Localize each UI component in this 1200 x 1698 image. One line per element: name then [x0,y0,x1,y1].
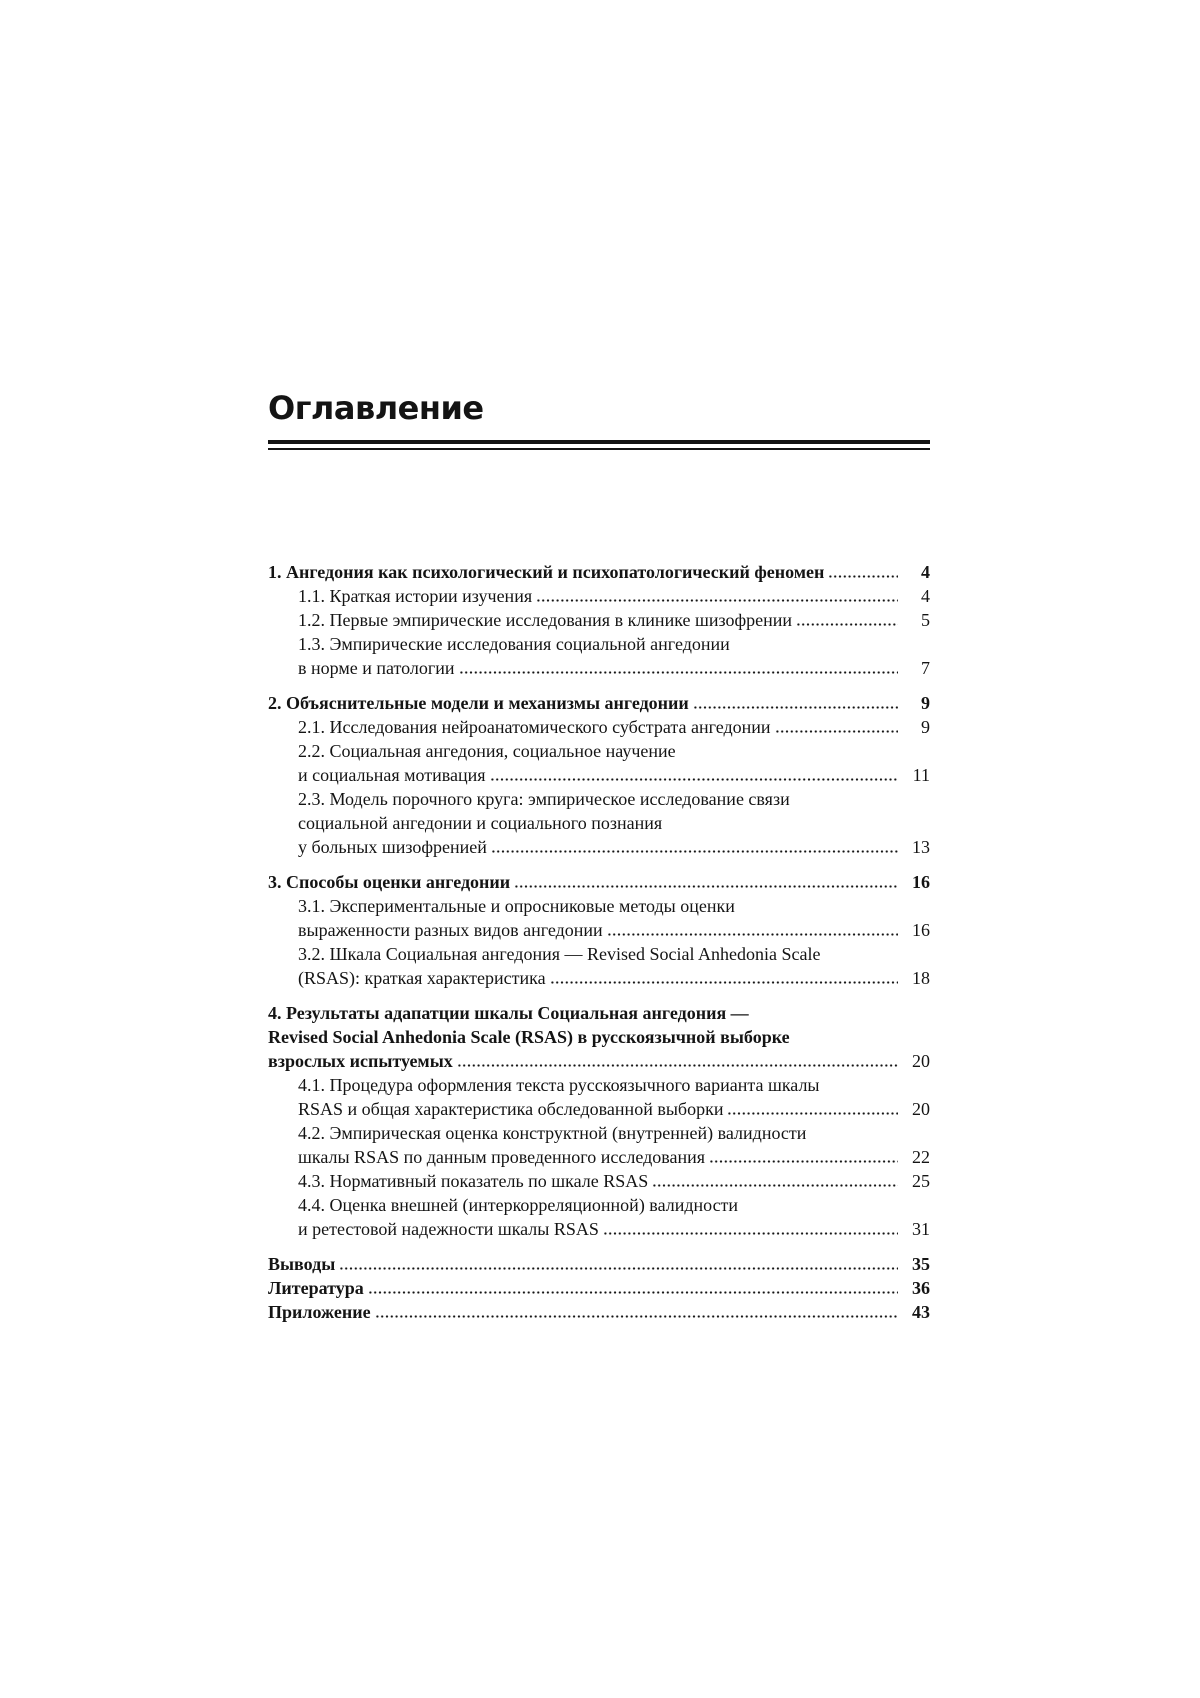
toc-entry-title-line: 3.2. Шкала Социальная ангедония — Revised Social Anhedonia Scale [298,944,821,964]
page-title: Оглавление [268,389,484,427]
toc-entry-page: 16 [912,872,930,892]
dot-leader [375,1314,898,1319]
toc-entry-4-1[interactable] [268,1073,930,1121]
toc-entry-page: 43 [912,1302,930,1322]
dot-leader [339,1266,898,1271]
toc-entry-title-line: Revised Social Anhedonia Scale (RSAS) в русскоязычной выборке [268,1027,790,1047]
toc-section-2 [268,691,930,859]
dot-leader [457,1063,898,1068]
toc-entry-title: 2. Объяснительные модели и механизмы ангедонии [268,693,689,713]
toc-entry-title: 1. Ангедония как психологический и психопатологический феномен [268,562,825,582]
toc-entry-page: 20 [912,1099,930,1119]
toc-entry-page: 35 [912,1254,930,1274]
dot-leader [368,1290,898,1295]
toc-entry-literature[interactable] [268,1276,930,1300]
toc-entry-title-line: и социальная мотивация [298,765,486,785]
toc-entry-4-4[interactable] [268,1193,930,1241]
toc-entry-title-line: 2.2. Социальная ангедония, социальное научение [298,741,676,761]
toc-entry-title-line: и ретестовой надежности шкалы RSAS [298,1219,599,1239]
toc-entry-title-line: 1.3. Эмпирические исследования социальной ангедонии [298,634,730,654]
toc-entry-page: 11 [912,765,930,785]
toc-entry-title-line: 2.3. Модель порочного круга: эмпирическое исследование связи [298,789,790,809]
table-of-contents [268,560,930,1335]
toc-entry-page: 20 [912,1051,930,1071]
toc-entry-2-2[interactable] [268,739,930,787]
toc-entry-4-3[interactable] [268,1169,930,1193]
toc-entry-title-line: 3.1. Экспериментальные и опросниковые методы оценки [298,896,735,916]
toc-entry-1-1[interactable] [268,584,930,608]
toc-entry-title-line: 4. Результаты адапатции шкалы Социальная ангедония — [268,1003,749,1023]
toc-entry-title-line: взрослых испытуемых [268,1051,453,1071]
dot-leader [727,1111,898,1116]
toc-entry-3-1[interactable] [268,894,930,942]
toc-entry-3-2[interactable] [268,942,930,990]
toc-entry-title-line: 4.1. Процедура оформления текста русскоязычного варианта шкалы [298,1075,820,1095]
toc-entry-page: 18 [912,968,930,988]
toc-entry-title-line: у больных шизофренией [298,837,487,857]
toc-entry-title-line: в норме и патологии [298,658,455,678]
toc-entry-1[interactable] [268,560,930,584]
toc-entry-title: 3. Способы оценки ангедонии [268,872,511,892]
dot-leader [796,622,898,627]
toc-entry-3[interactable] [268,870,930,894]
toc-entry-page: 36 [912,1278,930,1298]
toc-entry-title: Литература [268,1278,364,1298]
toc-entry-conclusions[interactable] [268,1252,930,1276]
toc-entry-title: Выводы [268,1254,336,1274]
toc-entry-page: 4 [921,562,930,582]
toc-entry-page: 31 [912,1219,930,1239]
toc-entry-title: 4.3. Нормативный показатель по шкале RSAS [298,1171,649,1191]
toc-entry-page: 9 [921,693,930,713]
dot-leader [536,598,898,603]
toc-entry-title-line: 4.2. Эмпирическая оценка конструктной (внутренней) валидности [298,1123,807,1143]
dot-leader [514,884,898,889]
toc-entry-page: 7 [921,658,930,678]
dot-leader [607,932,898,937]
dot-leader [652,1183,898,1188]
title-rule-thick [268,440,930,444]
toc-section-3 [268,870,930,990]
toc-entry-page: 9 [921,717,930,737]
toc-entry-title-line: шкалы RSAS по данным проведенного исследования [298,1147,706,1167]
toc-entry-title: 1.2. Первые эмпирические исследования в клинике шизофрении [298,610,793,630]
toc-entry-title-line: 4.4. Оценка внешней (интеркорреляционной) валидности [298,1195,739,1215]
title-rule-thin [268,448,930,450]
toc-section-1 [268,560,930,680]
dot-leader [709,1159,898,1164]
toc-entry-page: 22 [912,1147,930,1167]
toc-entry-1-2[interactable] [268,608,930,632]
toc-entry-title-line: (RSAS): краткая характеристика [298,968,546,988]
dot-leader [491,849,898,854]
toc-entry-title-line: выраженности разных видов ангедонии [298,920,603,940]
dot-leader [693,705,898,710]
toc-entry-2[interactable] [268,691,930,715]
toc-entry-title: 1.1. Краткая истории изучения [298,586,533,606]
toc-entry-title-line: RSAS и общая характеристика обследованной выборки [298,1099,724,1119]
dot-leader [490,777,898,782]
toc-entry-page: 5 [921,610,930,630]
toc-back-matter [268,1252,930,1324]
toc-entry-page: 16 [912,920,930,940]
dot-leader [775,729,898,734]
toc-entry-4[interactable] [268,1001,930,1073]
dot-leader [550,980,898,985]
dot-leader [603,1231,898,1236]
toc-entry-2-1[interactable] [268,715,930,739]
toc-entry-title: Приложение [268,1302,371,1322]
toc-section-4 [268,1001,930,1241]
dot-leader [828,574,898,579]
toc-entry-page: 13 [912,837,930,857]
toc-entry-page: 25 [912,1171,930,1191]
toc-entry-2-3[interactable] [268,787,930,859]
toc-entry-appendix[interactable] [268,1300,930,1324]
dot-leader [459,670,898,675]
toc-entry-1-3[interactable] [268,632,930,680]
toc-entry-title-line: социальной ангедонии и социального познания [298,813,663,833]
toc-entry-page: 4 [921,586,930,606]
toc-entry-title: 2.1. Исследования нейроанатомического субстрата ангедонии [298,717,771,737]
toc-entry-4-2[interactable] [268,1121,930,1169]
